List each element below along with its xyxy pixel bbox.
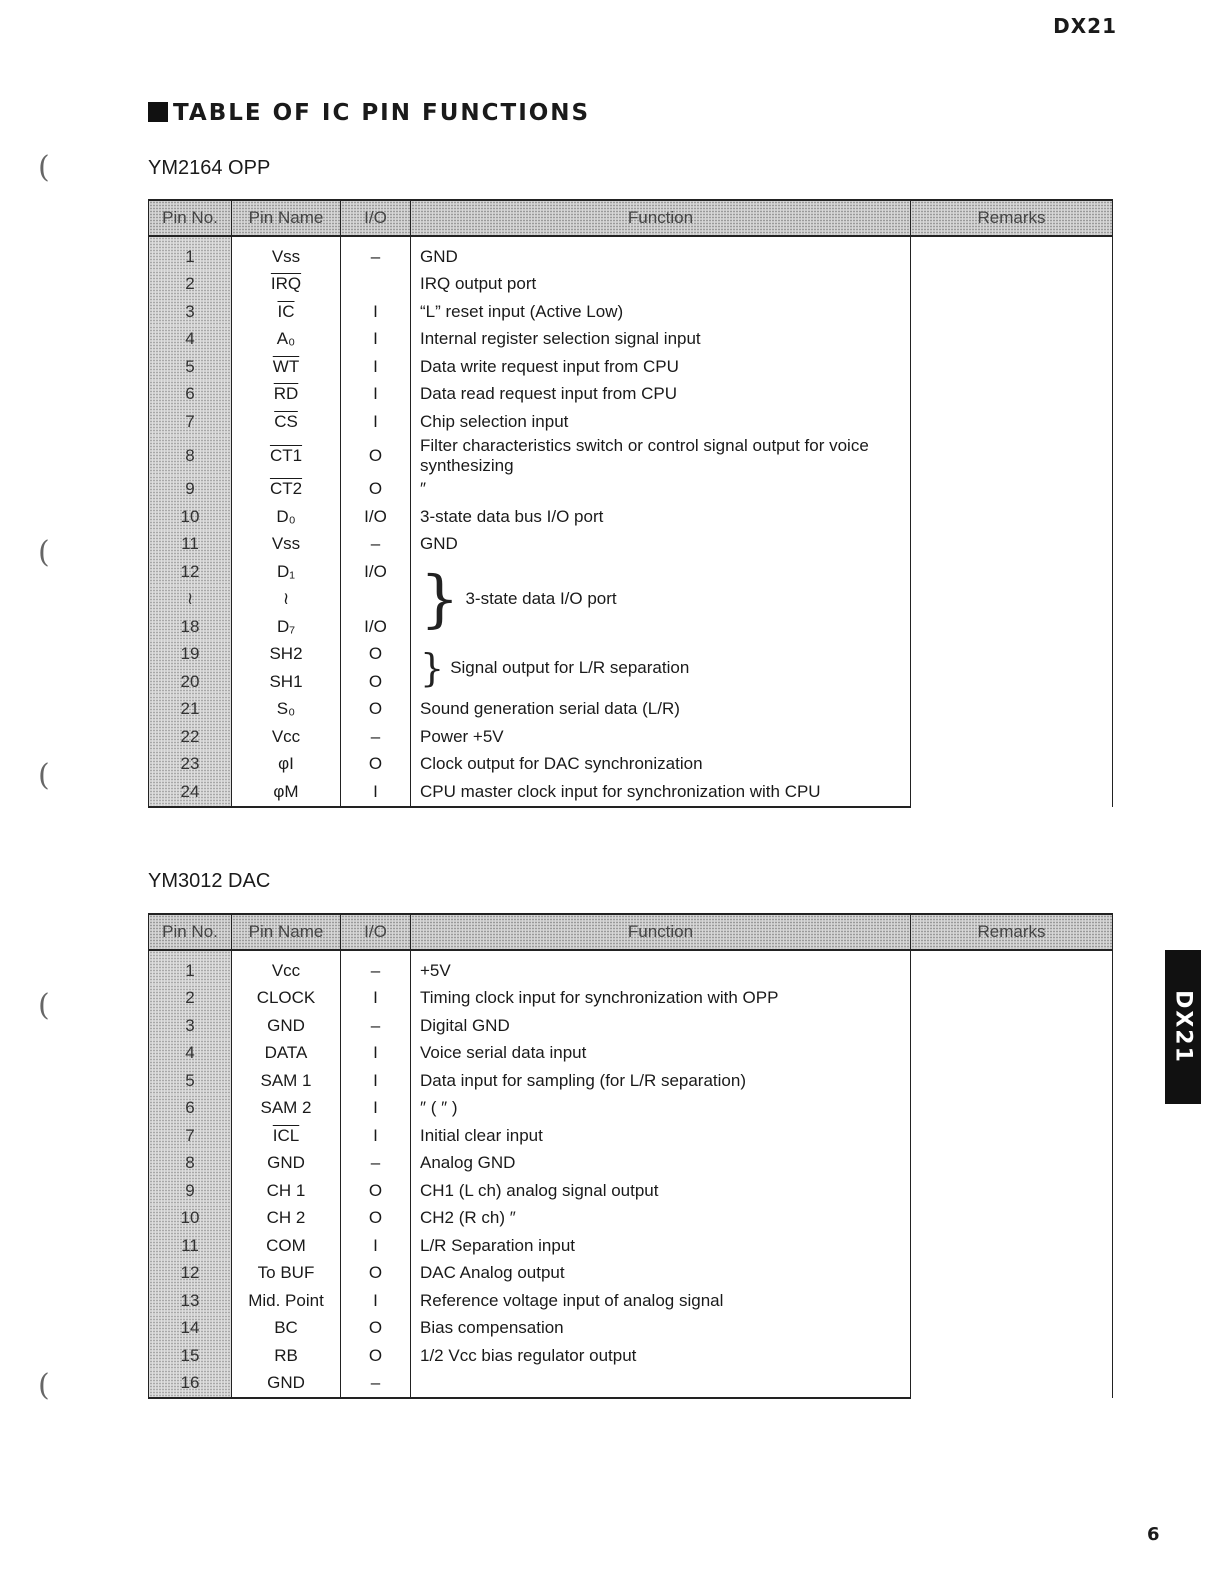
col-header-function: Function xyxy=(411,200,911,236)
pin-name-cell: CT2 xyxy=(232,476,341,504)
pin-name-cell: $\overline{IRQ}$ xyxy=(232,271,341,299)
binding-hole-mark: ( xyxy=(38,758,50,793)
io-cell: O xyxy=(341,1260,411,1288)
col-header-remarks: Remarks xyxy=(911,200,1113,236)
col-header-io: I/O xyxy=(341,200,411,236)
page-title xyxy=(148,100,590,126)
io-cell: O xyxy=(341,476,411,504)
opp-pin-table xyxy=(148,199,1113,808)
function-cell: DAC Analog output xyxy=(411,1260,911,1288)
function-cell: Timing clock input for synchronization with OPP xyxy=(411,985,911,1013)
pin-number-cell: 9 xyxy=(149,1177,232,1205)
remarks-cell xyxy=(911,950,1113,1398)
io-cell: I/O xyxy=(341,558,411,586)
io-cell: O xyxy=(341,696,411,724)
remarks-cell xyxy=(911,236,1113,807)
pin-number-cell: 11 xyxy=(149,1232,232,1260)
function-cell: Filter characteristics switch or control signal output for voice synthesizing xyxy=(411,436,911,476)
col-header-remarks: Remarks xyxy=(911,914,1113,950)
function-cell: Data write request input from CPU xyxy=(411,353,911,381)
binding-hole-mark: ( xyxy=(38,150,50,185)
side-index-tab xyxy=(1165,950,1201,1104)
io-cell: – xyxy=(341,950,411,985)
table-header-row xyxy=(149,200,1113,236)
brace-icon: } xyxy=(420,646,445,690)
page-number: 6 xyxy=(1147,1524,1160,1545)
function-cell: L/R Separation input xyxy=(411,1232,911,1260)
opp-section-title: YM2164 OPP xyxy=(148,157,271,179)
function-cell: CH1 (L ch) analog signal output xyxy=(411,1177,911,1205)
pin-name-cell: D₇ xyxy=(232,613,341,641)
pin-number-cell: 5 xyxy=(149,1067,232,1095)
function-cell: ″ xyxy=(411,476,911,504)
io-cell: O xyxy=(341,1315,411,1343)
pin-number-cell: 8 xyxy=(149,436,232,476)
pin-name-cell: $\overline{IC}$ xyxy=(232,298,341,326)
pin-number-cell: 12 xyxy=(149,558,232,586)
col-header-function: Function xyxy=(411,914,911,950)
pin-number-cell: 15 xyxy=(149,1342,232,1370)
table-header-row xyxy=(149,914,1113,950)
pin-number-cell: 1 xyxy=(149,236,232,271)
pin-name-cell: A₀ xyxy=(232,326,341,354)
brace-icon: } xyxy=(420,562,460,636)
pin-number-cell: 19 xyxy=(149,641,232,669)
function-cell: Clock output for DAC synchronization xyxy=(411,751,911,779)
function-cell: Analog GND xyxy=(411,1150,911,1178)
io-cell: I xyxy=(341,1232,411,1260)
io-cell: I/O xyxy=(341,503,411,531)
io-cell: I xyxy=(341,1287,411,1315)
pin-number-cell: 6 xyxy=(149,1095,232,1123)
pin-number-cell: 2 xyxy=(149,985,232,1013)
col-header-pin: Pin No. xyxy=(149,200,232,236)
pin-number-cell: 4 xyxy=(149,1040,232,1068)
side-tab-label: DX21 xyxy=(1170,990,1196,1064)
function-cell: Reference voltage input of analog signal xyxy=(411,1287,911,1315)
function-cell: ″ ( ″ ) xyxy=(411,1095,911,1123)
table-row xyxy=(149,236,1113,271)
pin-name-cell: φM xyxy=(232,778,341,807)
io-cell: I xyxy=(341,1095,411,1123)
io-cell: I xyxy=(341,1122,411,1150)
pin-number-cell: 11 xyxy=(149,531,232,559)
binding-hole-mark: ( xyxy=(38,988,50,1023)
io-cell: I xyxy=(341,985,411,1013)
pin-name-cell: CT1 xyxy=(232,436,341,476)
pin-number-cell: 16 xyxy=(149,1370,232,1399)
pin-number-cell: 9 xyxy=(149,476,232,504)
function-cell: Power +5V xyxy=(411,723,911,751)
function-cell: 1/2 Vcc bias regulator output xyxy=(411,1342,911,1370)
pin-number-cell: 14 xyxy=(149,1315,232,1343)
pin-number-cell: 22 xyxy=(149,723,232,751)
col-header-name: Pin Name xyxy=(232,200,341,236)
binding-hole-mark: ( xyxy=(38,1368,50,1403)
io-cell: – xyxy=(341,1150,411,1178)
pin-name-cell: CH 2 xyxy=(232,1205,341,1233)
io-cell: I xyxy=(341,353,411,381)
pin-name-cell: CLOCK xyxy=(232,985,341,1013)
io-cell: – xyxy=(341,531,411,559)
io-cell: O xyxy=(341,1205,411,1233)
pin-name-cell: RB xyxy=(232,1342,341,1370)
pin-number-cell: 3 xyxy=(149,1012,232,1040)
pin-number-cell: 24 xyxy=(149,778,232,807)
pin-number-cell: 23 xyxy=(149,751,232,779)
pin-name-cell: SH1 xyxy=(232,668,341,696)
pin-name-cell: BC xyxy=(232,1315,341,1343)
pin-name-cell: To BUF xyxy=(232,1260,341,1288)
pin-name-cell: SAM 2 xyxy=(232,1095,341,1123)
io-cell: I xyxy=(341,381,411,409)
io-cell: – xyxy=(341,1370,411,1399)
io-cell: I xyxy=(341,326,411,354)
title-bullet-icon xyxy=(148,102,168,122)
pin-number-cell: 4 xyxy=(149,326,232,354)
function-cell: Data input for sampling (for L/R separation) xyxy=(411,1067,911,1095)
pin-name-cell: $\overline{RD}$ xyxy=(232,381,341,409)
function-cell: GND xyxy=(411,531,911,559)
pin-number-cell: 6 xyxy=(149,381,232,409)
function-cell: CPU master clock input for synchronization with CPU xyxy=(411,778,911,807)
io-cell: I xyxy=(341,298,411,326)
function-cell: GND xyxy=(411,236,911,271)
io-cell: – xyxy=(341,1012,411,1040)
pin-name-cell: D₀ xyxy=(232,503,341,531)
pin-name-cell: Mid. Point xyxy=(232,1287,341,1315)
pin-name-cell: COM xyxy=(232,1232,341,1260)
function-cell: Internal register selection signal input xyxy=(411,326,911,354)
pin-number-cell: 18 xyxy=(149,613,232,641)
function-cell: IRQ output port xyxy=(411,271,911,299)
function-cell: Initial clear input xyxy=(411,1122,911,1150)
function-cell: +5V xyxy=(411,950,911,985)
io-cell: I xyxy=(341,408,411,436)
io-cell: – xyxy=(341,723,411,751)
page-title-text: TABLE OF IC PIN FUNCTIONS xyxy=(173,100,591,126)
pin-name-cell: GND xyxy=(232,1150,341,1178)
io-cell: O xyxy=(341,668,411,696)
pin-number-cell: 3 xyxy=(149,298,232,326)
pin-number-cell: 2 xyxy=(149,271,232,299)
io-cell: O xyxy=(341,1342,411,1370)
function-text: Signal output for L/R separation xyxy=(450,658,690,677)
pin-name-cell: SH2 xyxy=(232,641,341,669)
col-header-pin: Pin No. xyxy=(149,914,232,950)
pin-number-cell: 5 xyxy=(149,353,232,381)
pin-number-cell: 7 xyxy=(149,1122,232,1150)
function-cell: Bias compensation xyxy=(411,1315,911,1343)
io-cell: I/O xyxy=(341,613,411,641)
io-cell: I xyxy=(341,778,411,807)
pin-name-cell: $\overline{WT}$ xyxy=(232,353,341,381)
table-row xyxy=(149,950,1113,985)
function-cell xyxy=(411,1370,911,1399)
header-model-code: DX21 xyxy=(1053,14,1117,38)
function-cell: “L” reset input (Active Low) xyxy=(411,298,911,326)
pin-name-cell: Vss xyxy=(232,236,341,271)
function-cell xyxy=(411,558,911,641)
pin-name-cell: Vss xyxy=(232,531,341,559)
io-cell: O xyxy=(341,641,411,669)
pin-number-cell: 21 xyxy=(149,696,232,724)
pin-number-cell: 13 xyxy=(149,1287,232,1315)
pin-name-cell: Vcc xyxy=(232,723,341,751)
pin-name-cell: $\overline{ICL}$ xyxy=(232,1122,341,1150)
col-header-name: Pin Name xyxy=(232,914,341,950)
col-header-io: I/O xyxy=(341,914,411,950)
pin-number-cell: 8 xyxy=(149,1150,232,1178)
dac-pin-table xyxy=(148,913,1113,1399)
function-cell: CH2 (R ch) ″ xyxy=(411,1205,911,1233)
io-cell xyxy=(341,271,411,299)
pin-name-cell: SAM 1 xyxy=(232,1067,341,1095)
function-cell: Voice serial data input xyxy=(411,1040,911,1068)
io-cell: I xyxy=(341,1067,411,1095)
function-text: 3-state data I/O port xyxy=(465,589,617,609)
pin-name-cell: D₁ xyxy=(232,558,341,586)
pin-number-cell: 10 xyxy=(149,1205,232,1233)
io-cell: – xyxy=(341,236,411,271)
pin-name-cell: ≀ xyxy=(232,586,341,614)
pin-name-cell: S₀ xyxy=(232,696,341,724)
pin-name-cell: GND xyxy=(232,1370,341,1399)
binding-hole-mark: ( xyxy=(38,535,50,570)
io-cell xyxy=(341,586,411,614)
pin-number-cell: 20 xyxy=(149,668,232,696)
pin-number-cell: 10 xyxy=(149,503,232,531)
function-cell: Chip selection input xyxy=(411,408,911,436)
dac-section-title: YM3012 DAC xyxy=(148,870,271,892)
pin-name-cell: φI xyxy=(232,751,341,779)
pin-name-cell: Vcc xyxy=(232,950,341,985)
function-cell: Digital GND xyxy=(411,1012,911,1040)
function-cell: Sound generation serial data (L/R) xyxy=(411,696,911,724)
io-cell: O xyxy=(341,751,411,779)
pin-name-cell: DATA xyxy=(232,1040,341,1068)
pin-number-cell: ≀ xyxy=(149,586,232,614)
pin-number-cell: 7 xyxy=(149,408,232,436)
pin-number-cell: 12 xyxy=(149,1260,232,1288)
pin-name-cell: GND xyxy=(232,1012,341,1040)
pin-number-cell: 1 xyxy=(149,950,232,985)
function-cell xyxy=(411,641,911,696)
pin-name-cell: CH 1 xyxy=(232,1177,341,1205)
function-cell: Data read request input from CPU xyxy=(411,381,911,409)
function-cell: 3-state data bus I/O port xyxy=(411,503,911,531)
io-cell: O xyxy=(341,1177,411,1205)
pin-name-cell: $\overline{CS}$ xyxy=(232,408,341,436)
io-cell: O xyxy=(341,436,411,476)
io-cell: I xyxy=(341,1040,411,1068)
